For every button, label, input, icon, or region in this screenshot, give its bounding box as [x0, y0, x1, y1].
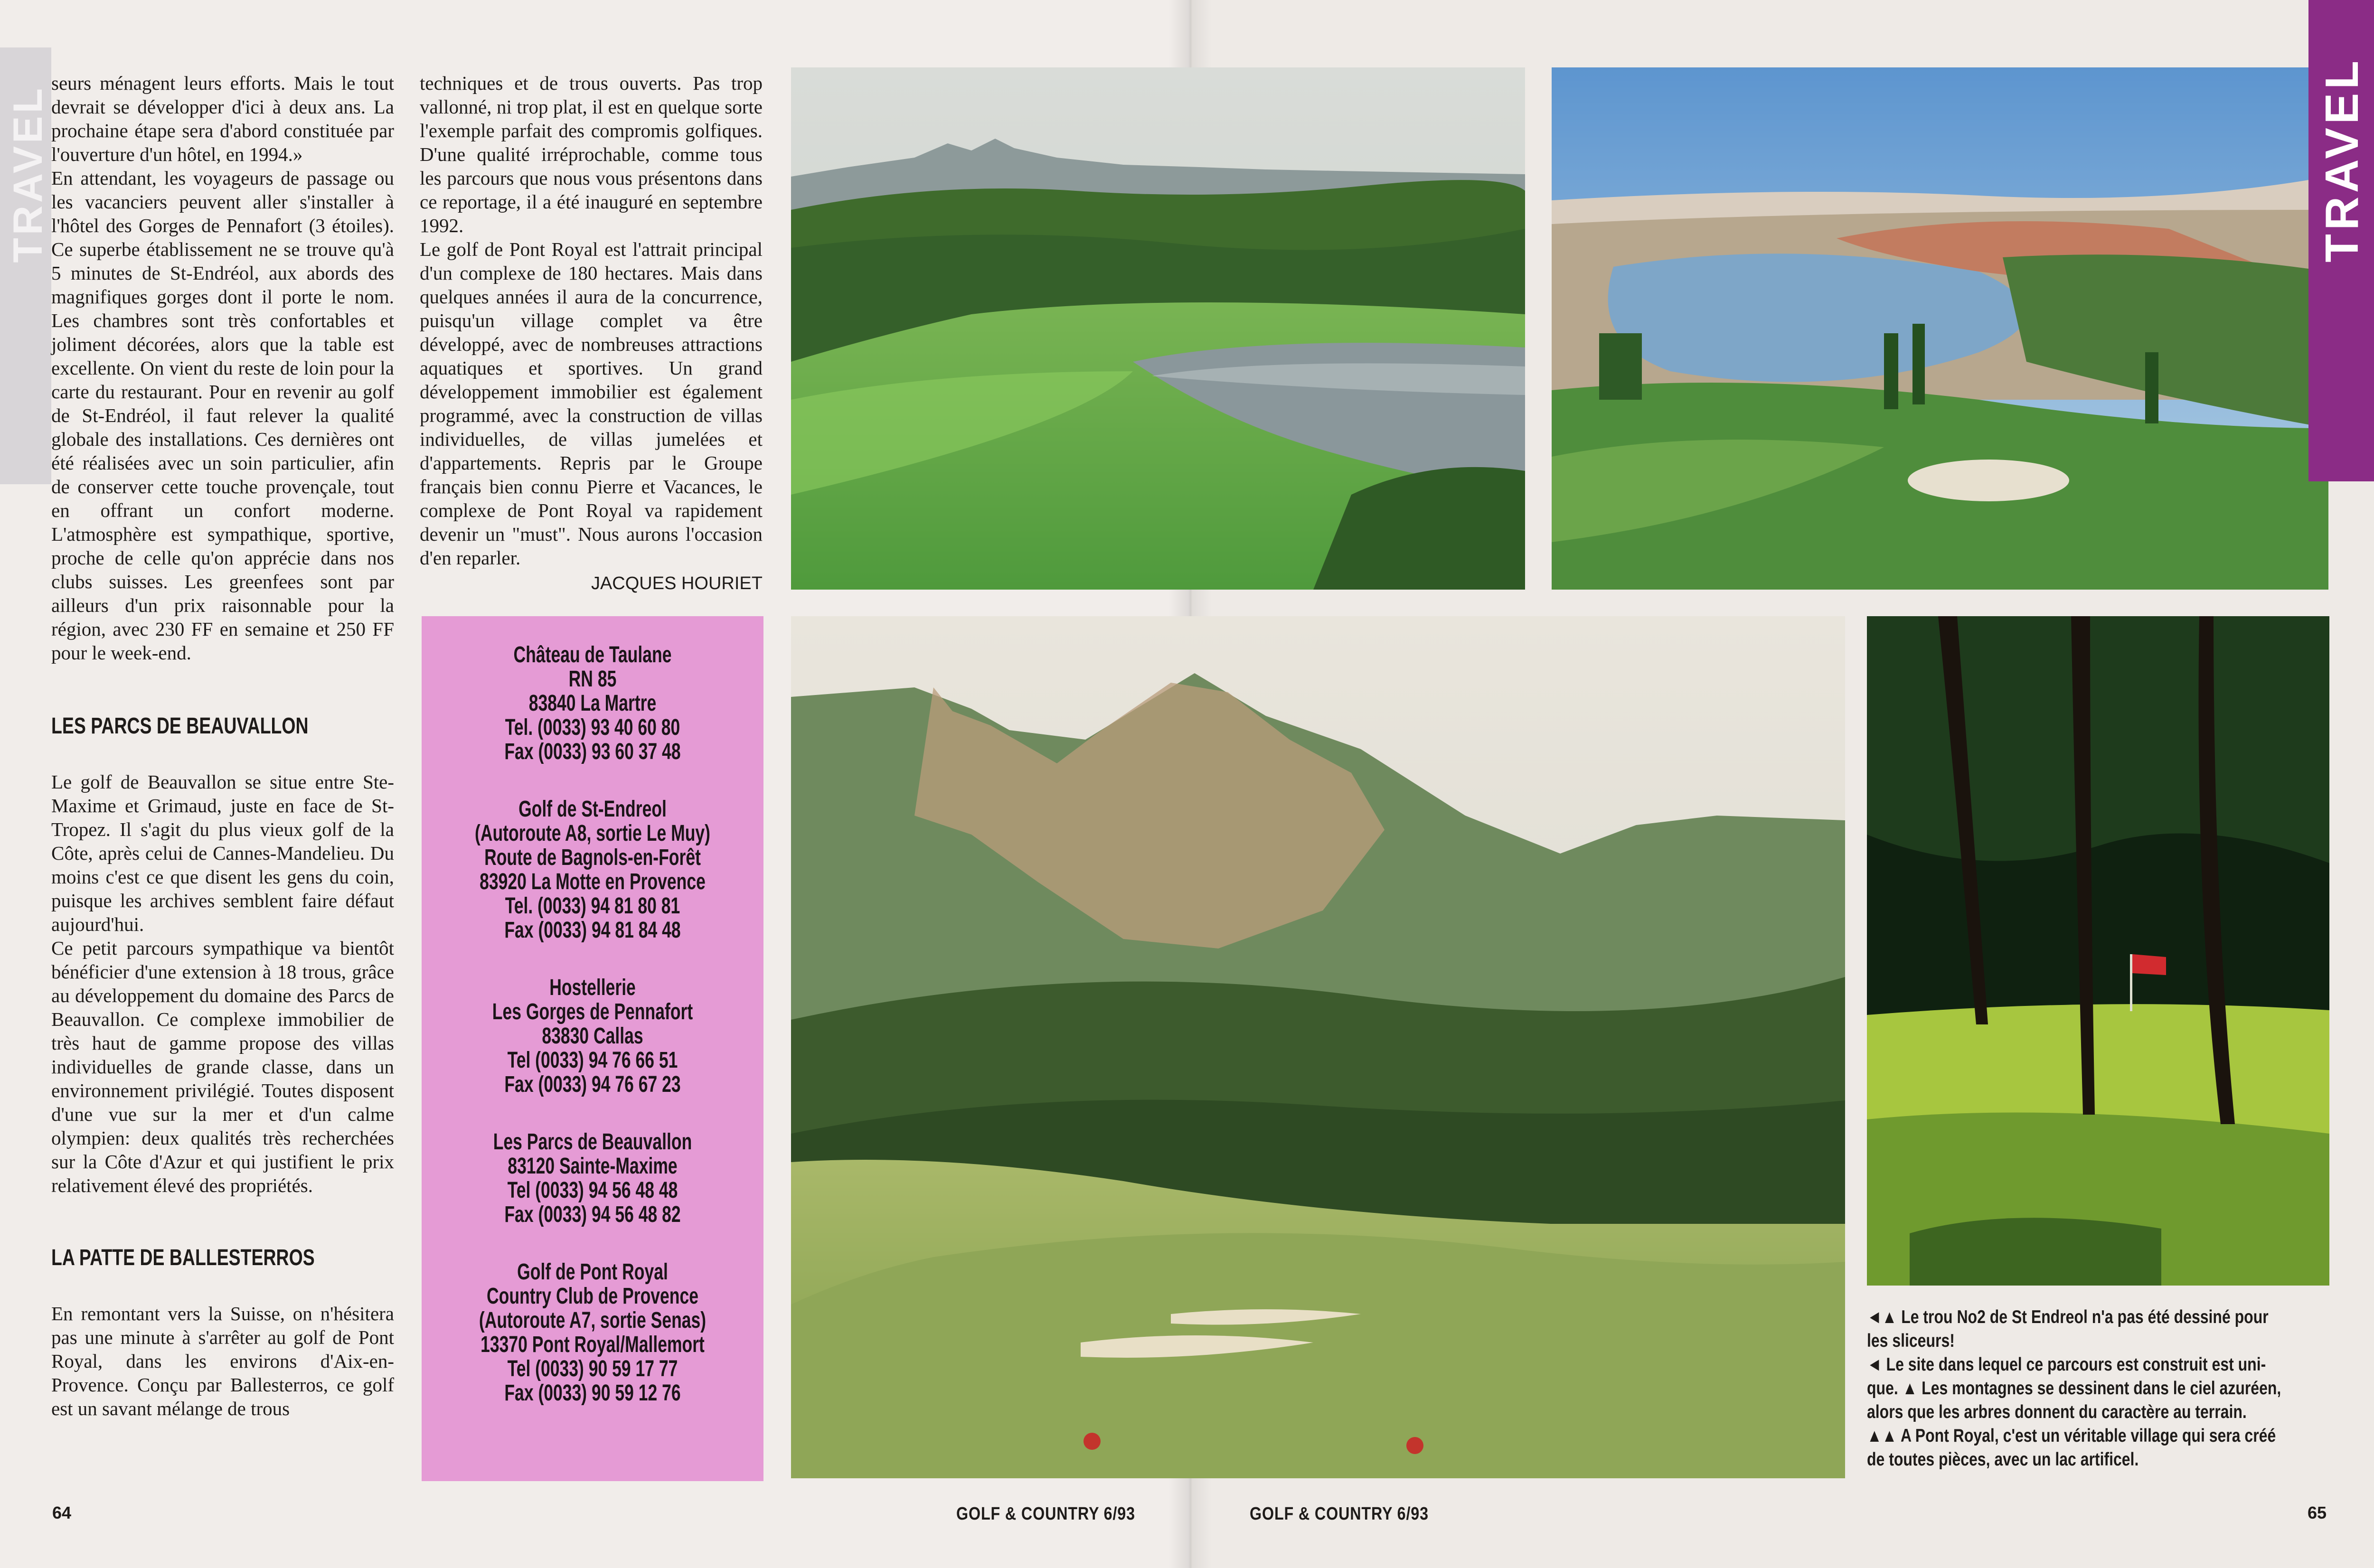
phone-line: Tel (0033) 90 59 17 77 [507, 1356, 678, 1381]
article-paragraph: En attendant, les voyageurs de passage ou les vacanciers peuvent aller s'installer à l'hôtel des Gorges de Pennafort (3 étoiles). Ce superbe établissement ne se trouve qu'à 5 minutes de St-Endréol, aux abords des magnifiques gorges dont il porte le nom. Les chambres sont très confortables et joliment décorées, alors que la table est excellente. On vient du reste de loin pour la carte du restaurant. Pour en revenir au golf de St-Endréol, il faut relever la qualité globale des installations. Ces dernières ont été réalisées avec un soin particulier, afin de conserver cette touche provençale, tout en offrant un confort moderne. L'atmosphère est sympathique, sportive, proche de celle qu'on apprécie dans nos clubs suisses. Les greenfees sont par ailleurs d'un prix raisonnable pour la région, avec 230 FF en semaine et 250 FF pour le week-end. [51, 167, 394, 664]
caption-line: que. ▲ Les montagnes se dessinent dans le ciel azuréen, [1867, 1378, 2281, 1399]
show-through-tab-label: TRAVEL [5, 85, 51, 263]
phone-line: Tel (0033) 94 56 48 48 [507, 1178, 678, 1203]
article-paragraph: Ce petit parcours sympathique va bientôt bénéficier d'une extension à 18 trous, grâce au développement du domaine des Parcs de Beauvallon. Ce complexe immobilier de très haut de gamme propose des villas individuelles de grande classe, dans un environnement privilégié. Toutes disposent d'une vue sur la mer et d'un calme olympien: deux qualités très recherchées sur la Côte d'Azur et qui justifient le prix relativement élevé des propriétés. [51, 937, 394, 1196]
photo-golf-pond [791, 67, 1525, 590]
address-info-box [422, 616, 763, 1481]
author-byline: JACQUES HOURIET [591, 573, 763, 593]
fax-line: Fax (0033) 94 76 67 23 [504, 1072, 681, 1097]
article-paragraph: En remontant vers la Suisse, on n'hésitera pas une minute à s'arrêter au golf de Pont Royal, dans les environs d'Aix-en-Provence. Conçu par Ballesterros, ce golf est un savant mélange de trous [51, 1303, 394, 1419]
article-paragraph: Le golf de Beauvallon se situe entre Ste-Maxime et Grimaud, juste en face de St-Tropez. Il s'agit du plus vieux golf de la Côte, après celui de Cannes-Mandelieu. Du moins c'est ce que disent les gens du coin, puisque les archives semblent faire défaut aujourd'hui. [51, 771, 394, 935]
article-paragraph: techniques et de trous ouverts. Pas trop vallonné, ni trop plat, il est en quelque sorte l'exemple parfait des compromis golfiques. D'une qualité irréprochable, comme tous les parcours que nous vous présentons dans ce reportage, il a été inauguré en septembre 1992. [420, 72, 763, 236]
photo-pont-royal-village [1552, 67, 2328, 590]
article-paragraph: Le golf de Pont Royal est l'attrait principal d'un complexe de 180 hectares. Mais dans quelques années il aura de la concurrence, puisqu'un village complet va être développé, avec de nombreuses attractions aquatiques et sportives. Un grand développement immobilier est également programmé, avec la construction de villas individuelles, de villas jumelées et d'appartements. Repris par le Groupe français bien connu Pierre et Vacances, le complexe de Pont Royal va rapidement devenir un "must". Nous aurons l'occasion d'en reparler. [420, 238, 763, 569]
show-through-tab [0, 47, 51, 484]
magazine-footer-left: GOLF & COUNTRY 6/93 [956, 1504, 1135, 1524]
phone-line: Tel. (0033) 93 40 60 80 [505, 715, 680, 740]
magazine-footer-right: GOLF & COUNTRY 6/93 [1250, 1504, 1429, 1524]
address-block [466, 976, 719, 1097]
caption-line: de toutes pièces, avec un lac artificel. [1867, 1449, 2139, 1470]
address-line: Les Gorges de Pennafort [492, 999, 693, 1024]
address-title: Golf de St-Endreol [518, 797, 667, 822]
address-line: RN 85 [568, 667, 617, 692]
phone-line: Tel. (0033) 94 81 80 81 [505, 893, 680, 919]
caption-line: ◄▲ Le trou No2 de St Endreol n'a pas été dessiné pour [1867, 1307, 2269, 1327]
address-line: 83920 La Motte en Provence [480, 869, 706, 894]
address-block [466, 643, 719, 764]
section-heading-beauvallon: LES PARCS DE BEAUVALLON [51, 714, 309, 739]
photo-mountains-golf [791, 616, 1845, 1478]
address-title: Château de Taulane [513, 642, 672, 667]
address-block [466, 797, 719, 942]
page-number-right: 65 [2308, 1503, 2327, 1522]
address-line: 83840 La Martre [528, 691, 657, 716]
address-block [466, 1130, 719, 1227]
travel-section-tab [2308, 0, 2374, 481]
address-title: Hostellerie [549, 975, 636, 1000]
fax-line: Fax (0033) 93 60 37 48 [504, 739, 681, 764]
address-line: (Autoroute A7, sortie Senas) [479, 1308, 707, 1333]
phone-line: Tel (0033) 94 76 66 51 [507, 1048, 678, 1073]
address-block [466, 1260, 719, 1405]
left-text-column [51, 71, 394, 1420]
address-title: Les Parcs de Beauvallon [493, 1129, 692, 1155]
article-paragraph: seurs ménagent leurs efforts. Mais le tout devrait se développer d'ici à deux ans. La prochaine étape sera d'abord constituée par l'ouverture d'un hôtel, en 1994.» [51, 72, 394, 165]
fax-line: Fax (0033) 90 59 12 76 [504, 1380, 681, 1406]
fax-line: Fax (0033) 94 56 48 82 [504, 1202, 681, 1227]
address-line: Route de Bagnols-en-Forêt [484, 845, 701, 870]
section-heading-ballesteros: LA PATTE DE BALLESTERROS [51, 1245, 315, 1270]
middle-text-column [420, 71, 763, 595]
photo-caption [1867, 1305, 2332, 1472]
fax-line: Fax (0033) 94 81 84 48 [504, 918, 681, 943]
caption-line: ◄ Le site dans lequel ce parcours est construit est uni- [1867, 1354, 2266, 1375]
travel-tab-label: TRAVEL [2316, 57, 2368, 263]
address-title: Golf de Pont Royal [517, 1259, 668, 1285]
address-line: 83120 Sainte-Maxime [508, 1154, 678, 1179]
address-line: (Autoroute A8, sortie Le Muy) [475, 821, 710, 846]
page-number-left: 64 [52, 1503, 72, 1522]
caption-line: alors que les arbres donnent du caractère au terrain. [1867, 1402, 2247, 1422]
caption-line: ▲▲ A Pont Royal, c'est un véritable village qui sera créé [1867, 1426, 2276, 1446]
photo-trees-green-flag [1867, 616, 2329, 1286]
address-line: 13370 Pont Royal/Mallemort [480, 1332, 705, 1357]
address-line: Country Club de Provence [486, 1284, 699, 1309]
caption-line: les sliceurs! [1867, 1331, 1955, 1351]
address-line: 83830 Callas [542, 1023, 643, 1049]
